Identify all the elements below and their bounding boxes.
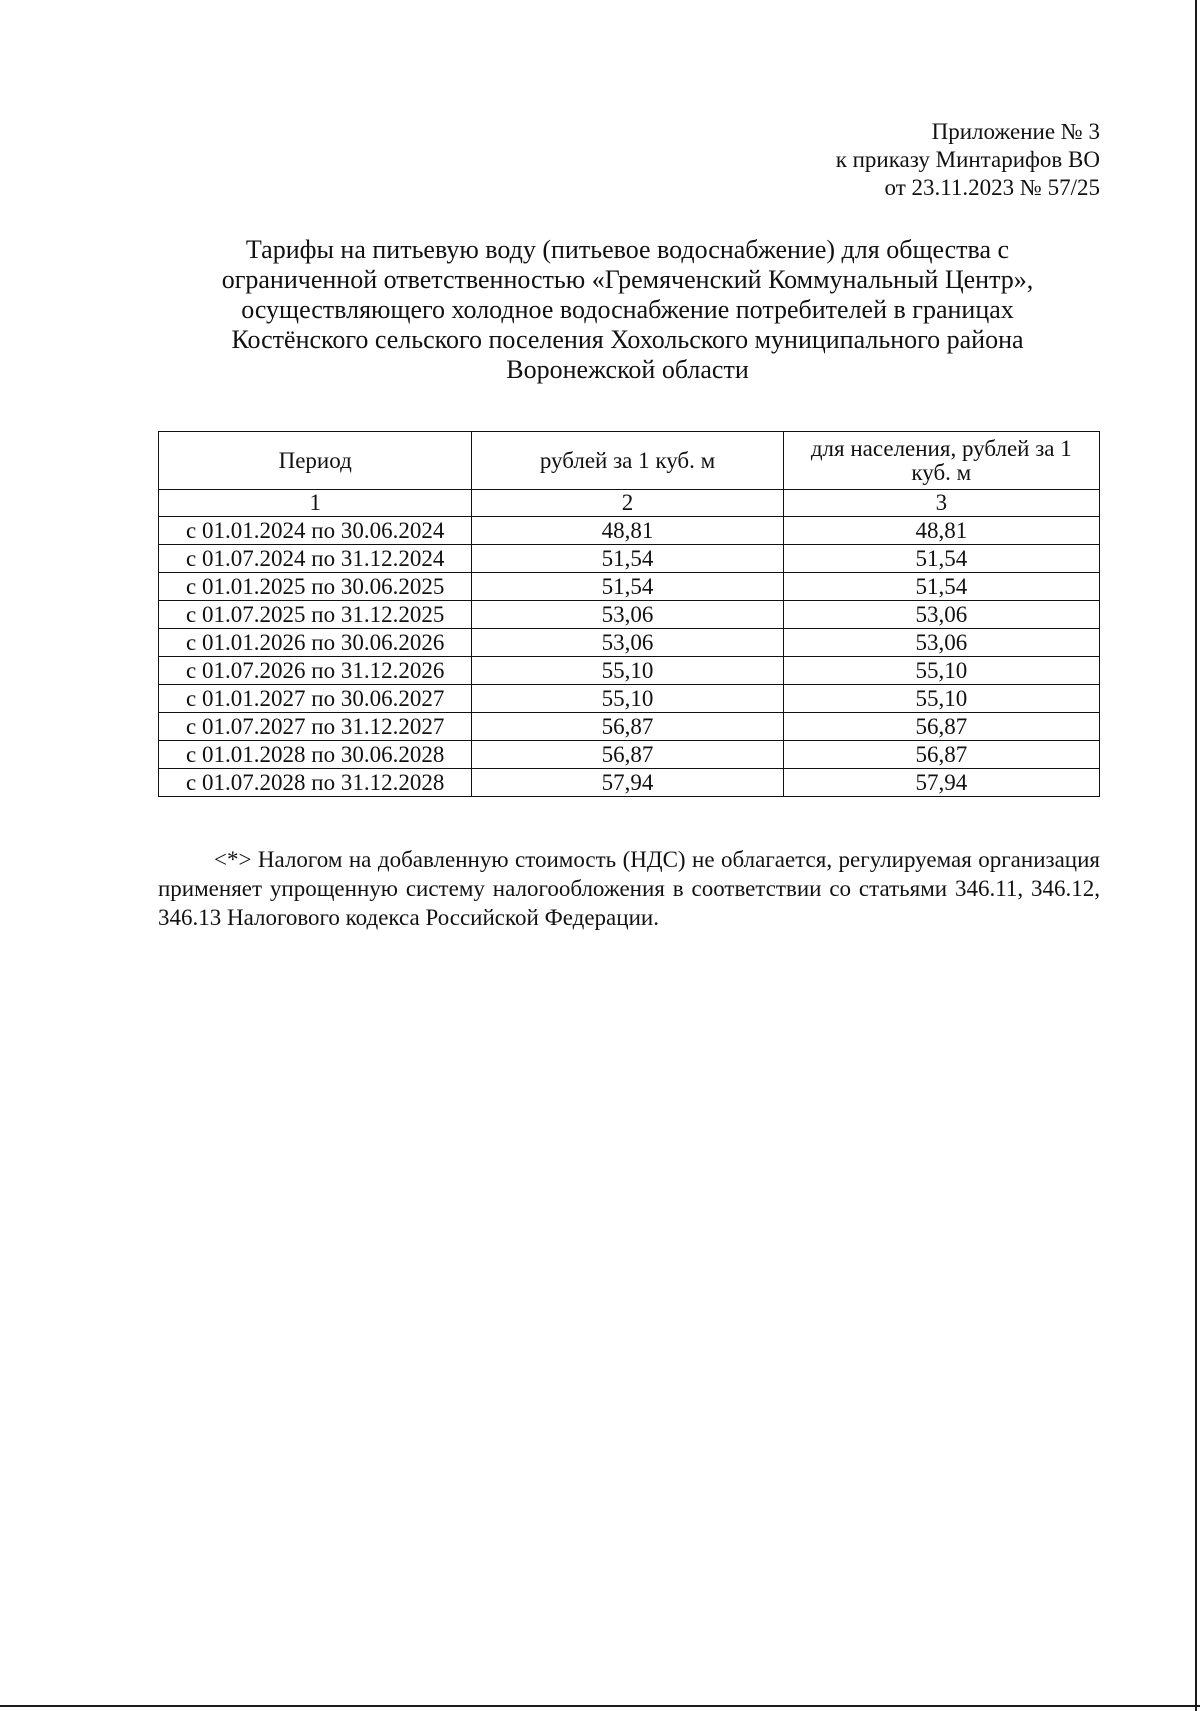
population-price-cell: 57,94 bbox=[783, 769, 1099, 797]
period-cell: с 01.01.2027 по 30.06.2027 bbox=[159, 685, 472, 713]
title-line: Костёнского сельского поселения Хохольского муниципального района bbox=[231, 325, 1024, 354]
title-line: осуществляющего холодное водоснабжение потребителей в границах bbox=[241, 295, 1014, 324]
price-cell: 53,06 bbox=[472, 629, 783, 657]
population-price-cell: 51,54 bbox=[783, 573, 1099, 601]
price-cell: 51,54 bbox=[472, 545, 783, 573]
header-period: Период bbox=[159, 432, 472, 490]
table-row bbox=[159, 629, 1100, 657]
price-cell: 57,94 bbox=[472, 769, 783, 797]
column-number: 3 bbox=[783, 490, 1099, 517]
table-row bbox=[159, 545, 1100, 573]
population-price-cell: 53,06 bbox=[783, 601, 1099, 629]
period-cell: с 01.01.2026 по 30.06.2026 bbox=[159, 629, 472, 657]
scan-border-right bbox=[1195, 0, 1197, 1711]
table-row bbox=[159, 741, 1100, 769]
table-row bbox=[159, 769, 1100, 797]
table-row bbox=[159, 685, 1100, 713]
title-line: Тарифы на питьевую воду (питьевое водоснабжение) для общества с bbox=[245, 235, 1010, 264]
table-row bbox=[159, 657, 1100, 685]
tariff-table bbox=[158, 431, 1100, 797]
period-cell: с 01.01.2024 по 30.06.2024 bbox=[159, 517, 472, 545]
title-line: Воронежской области bbox=[506, 355, 749, 384]
table-header-row bbox=[159, 432, 1100, 490]
appendix-number: Приложение № 3 bbox=[931, 119, 1100, 144]
header-price: рублей за 1 куб. м bbox=[472, 432, 783, 490]
column-number-row bbox=[159, 490, 1100, 517]
order-date-number: от 23.11.2023 № 57/25 bbox=[884, 175, 1100, 200]
population-price-cell: 55,10 bbox=[783, 685, 1099, 713]
price-cell: 48,81 bbox=[472, 517, 783, 545]
table-row bbox=[159, 601, 1100, 629]
period-cell: с 01.07.2024 по 31.12.2024 bbox=[159, 545, 472, 573]
table-row bbox=[159, 517, 1100, 545]
scan-border-bottom bbox=[0, 1705, 1200, 1707]
table-row bbox=[159, 573, 1100, 601]
price-cell: 53,06 bbox=[472, 601, 783, 629]
period-cell: с 01.01.2025 по 30.06.2025 bbox=[159, 573, 472, 601]
period-cell: с 01.07.2026 по 31.12.2026 bbox=[159, 657, 472, 685]
population-price-cell: 48,81 bbox=[783, 517, 1099, 545]
population-price-cell: 53,06 bbox=[783, 629, 1099, 657]
period-cell: с 01.07.2025 по 31.12.2025 bbox=[159, 601, 472, 629]
price-cell: 51,54 bbox=[472, 573, 783, 601]
document-title bbox=[150, 235, 1105, 385]
population-price-cell: 56,87 bbox=[783, 713, 1099, 741]
price-cell: 55,10 bbox=[472, 685, 783, 713]
column-number: 1 bbox=[159, 490, 472, 517]
population-price-cell: 51,54 bbox=[783, 545, 1099, 573]
title-line: ограниченной ответственностью «Гремяченский Коммунальный Центр», bbox=[221, 265, 1034, 294]
population-price-cell: 56,87 bbox=[783, 741, 1099, 769]
price-cell: 56,87 bbox=[472, 713, 783, 741]
price-cell: 56,87 bbox=[472, 741, 783, 769]
period-cell: с 01.07.2028 по 31.12.2028 bbox=[159, 769, 472, 797]
price-cell: 55,10 bbox=[472, 657, 783, 685]
period-cell: с 01.01.2028 по 30.06.2028 bbox=[159, 741, 472, 769]
vat-footnote: <*> Налогом на добавленную стоимость (НДС) не облагается, регулируемая организация применяет упрощенную систему налогообложения в соответствии со статьями 346.11, 346.12, 346.13 Налогового кодекса Российской Федерации. bbox=[158, 847, 1100, 930]
table-row bbox=[159, 713, 1100, 741]
tariff-table-body bbox=[159, 490, 1100, 797]
order-reference: к приказу Минтарифов ВО bbox=[835, 147, 1100, 172]
appendix-header bbox=[836, 118, 1100, 202]
population-price-cell: 55,10 bbox=[783, 657, 1099, 685]
period-cell: с 01.07.2027 по 31.12.2027 bbox=[159, 713, 472, 741]
column-number: 2 bbox=[472, 490, 783, 517]
header-population-price: для населения, рублей за 1 куб. м bbox=[783, 432, 1099, 490]
